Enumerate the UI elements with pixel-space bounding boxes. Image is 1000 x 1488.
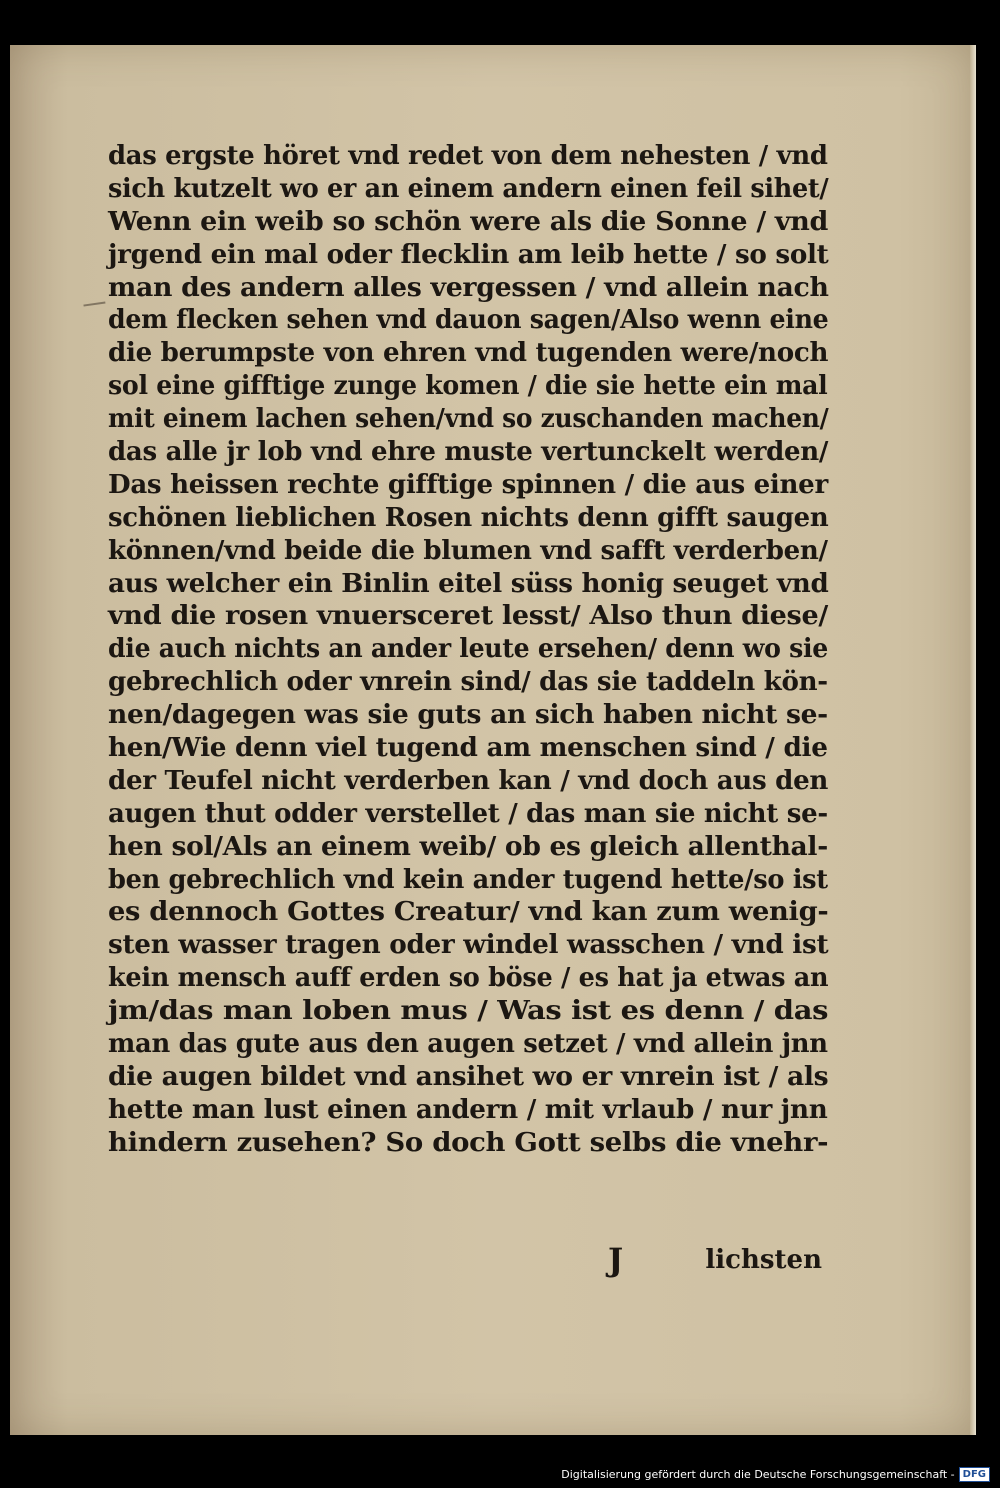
dfg-logo-icon[interactable]: DFG (959, 1467, 990, 1482)
text-line: es dennoch Gottes Creatur/ vnd kan zum wenig- (108, 897, 829, 928)
text-line: das ergste höret vnd redet von dem nehesten / vnd (108, 141, 828, 171)
text-line: das alle jr lob vnd ehre muste vertunckelt werden/ (108, 437, 829, 468)
text-line: augen thut odder verstellet / das man sie nicht se- (108, 798, 828, 829)
text-line: jrgend ein mal oder flecklin am leib hette / so solt (108, 239, 829, 270)
text-line: gebrechlich oder vnrein sind/ das sie taddeln kön- (108, 667, 828, 698)
text-line: hen/Wie denn viel tugend am menschen sind / die (108, 733, 828, 764)
text-line: Wenn ein weib so schön were als die Sonne / vnd (108, 206, 829, 237)
text-line: schönen lieblichen Rosen nichts denn gifft saugen (108, 502, 829, 533)
text-line: ben gebrechlich vnd kein ander tugend hette/so ist (108, 864, 828, 895)
text-line: sten wasser tragen oder windel wasschen / vnd ist (108, 930, 829, 961)
text-line: jm/das man loben mus / Was ist es denn / das (108, 996, 829, 1027)
text-line: hen sol/Als an einem weib/ ob es gleich allenthal- (108, 831, 828, 862)
text-line: hette man lust einen andern / mit vrlaub / nur jnn (108, 1094, 828, 1125)
text-line: man das gute aus den augen setzet / vnd allein jnn (108, 1029, 828, 1060)
text-line: der Teufel nicht verderben kan / vnd doch aus den (108, 765, 829, 796)
signature-mark: J (608, 1241, 624, 1279)
funding-footer (561, 1467, 990, 1482)
text-line: kein mensch auff erden so böse / es hat ja etwas an (108, 963, 829, 994)
catchword: lichsten (705, 1245, 822, 1275)
page-text-block (108, 140, 828, 1160)
book-page (10, 45, 976, 1435)
text-line: vnd die rosen vnuersceret lesst/ Also thun diese/ (108, 601, 828, 632)
text-line: die berumpste von ehren vnd tugenden were/noch (108, 338, 829, 369)
text-line: sich kutzelt wo er an einem andern einen feil sihet/ (108, 173, 829, 204)
margin-mark (83, 302, 106, 315)
text-line: Das heissen rechte gifftige spinnen / die aus einer (108, 469, 828, 500)
funding-text: Digitalisierung gefördert durch die Deutsche Forschungsgemeinschaft - (561, 1468, 955, 1481)
text-line: man des andern alles vergessen / vnd allein nach (108, 272, 829, 303)
text-line: nen/dagegen was sie guts an sich haben nicht se- (108, 700, 828, 731)
text-line: dem flecken sehen vnd dauon sagen/Also wenn eine (108, 305, 829, 336)
text-line: hindern zusehen? So doch Gott selbs die vnehr- (108, 1127, 829, 1158)
page-foot-line (108, 1241, 828, 1281)
text-line: können/vnd beide die blumen vnd safft verderben/ (108, 535, 828, 566)
text-line: die augen bildet vnd ansihet wo er vnrein ist / als (108, 1061, 829, 1092)
text-line: sol eine gifftige zunge komen / die sie hette ein mal (108, 371, 828, 402)
text-line: die auch nichts an ander leute ersehen/ denn wo sie (108, 634, 828, 665)
page-edge (970, 45, 976, 1435)
text-line: mit einem lachen sehen/vnd so zuschanden machen/ (108, 404, 829, 435)
text-line: aus welcher ein Binlin eitel süss honig seuget vnd (108, 568, 829, 599)
